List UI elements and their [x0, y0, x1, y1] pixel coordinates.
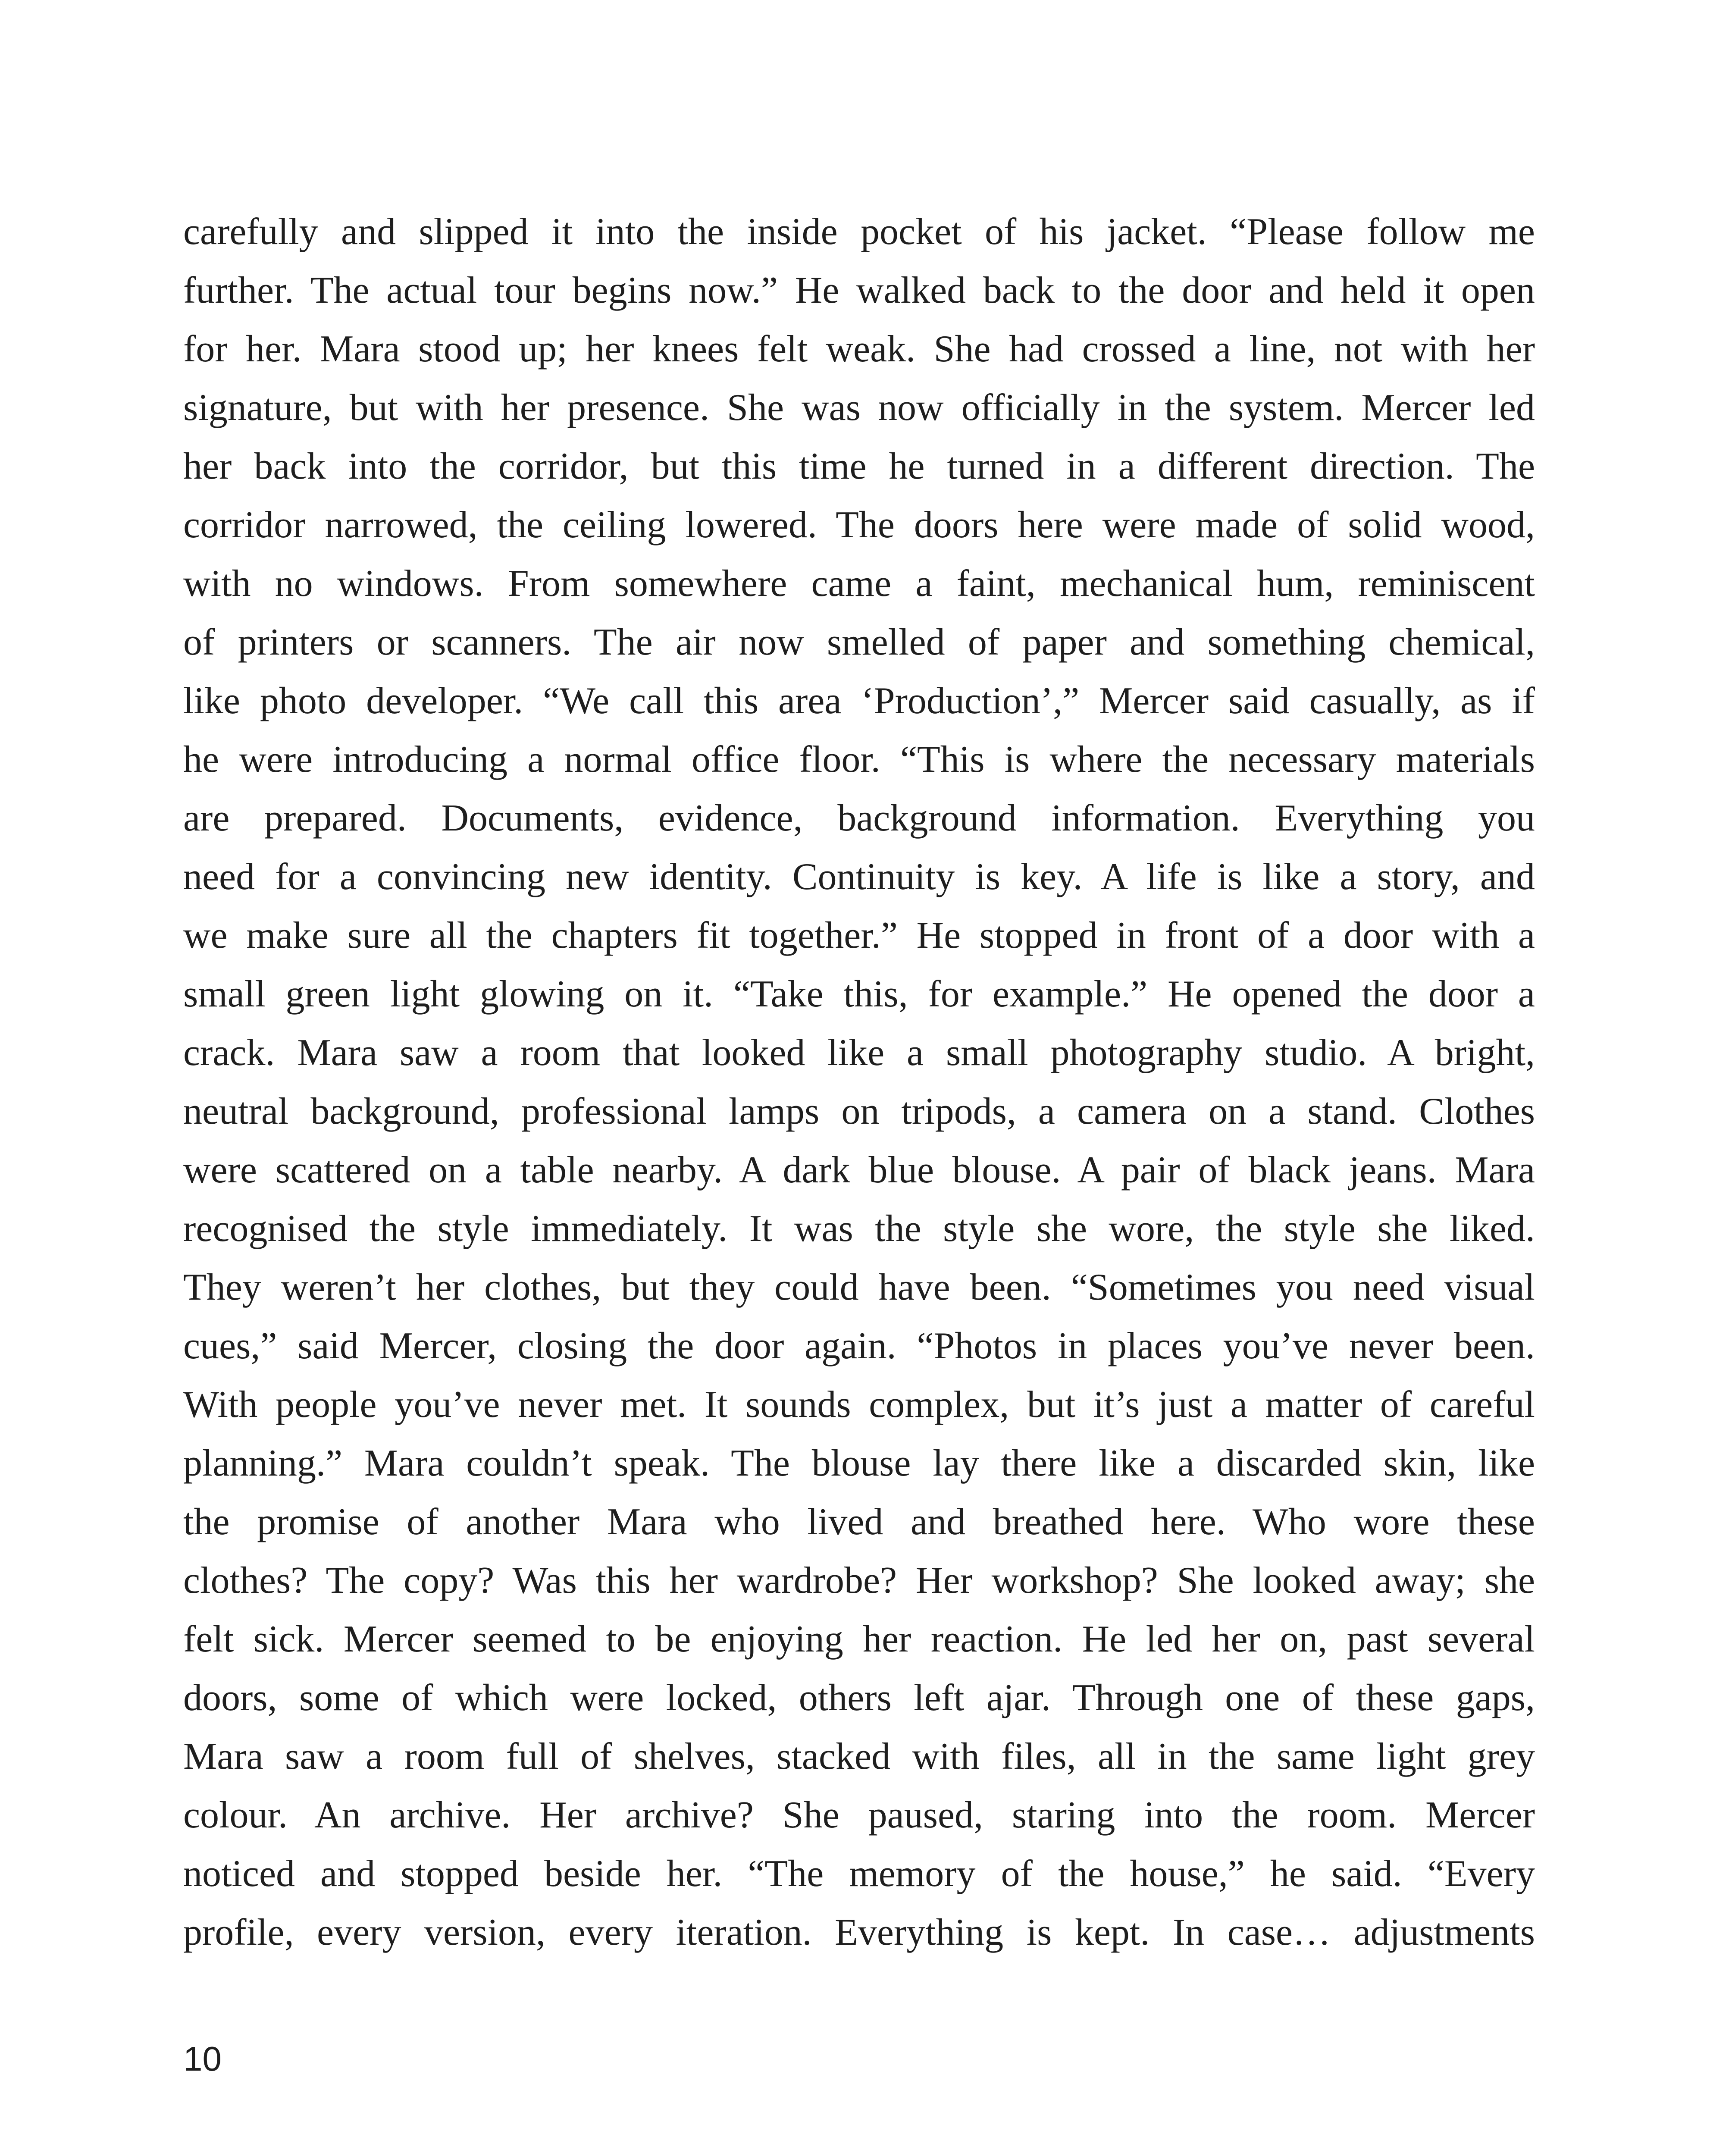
text-line: profile, every version, every iteration. Everything is kept. In case… adjustments [183, 1912, 1535, 1953]
text-line: doors, some of which were locked, others left ajar. Through one of these gaps, [183, 1677, 1535, 1719]
text-line: colour. An archive. Her archive? She paused, staring into the room. Mercer [183, 1794, 1535, 1836]
text-line: small green light glowing on it. “Take this, for example.” He opened the door a [183, 973, 1535, 1015]
text-line: her back into the corridor, but this time he turned in a different direction. The [183, 445, 1535, 487]
text-line: Mara saw a room full of shelves, stacked with files, all in the same light grey [183, 1736, 1535, 1777]
text-line: we make sure all the chapters fit together.” He stopped in front of a door with a [183, 915, 1535, 956]
text-line: corridor narrowed, the ceiling lowered. The doors here were made of solid wood, [183, 504, 1535, 546]
text-line: for her. Mara stood up; her knees felt weak. She had crossed a line, not with her [183, 328, 1535, 370]
text-line: neutral background, professional lamps on tripods, a camera on a stand. Clothes [183, 1091, 1535, 1132]
text-line: recognised the style immediately. It was the style she wore, the style she liked. [183, 1208, 1535, 1250]
text-line: of printers or scanners. The air now smelled of paper and something chemical, [183, 621, 1535, 663]
text-line: were scattered on a table nearby. A dark blue blouse. A pair of black jeans. Mara [183, 1149, 1535, 1191]
text-line: carefully and slipped it into the inside pocket of his jacket. “Please follow me [183, 211, 1535, 253]
text-line: They weren’t her clothes, but they could have been. “Sometimes you need visual [183, 1266, 1535, 1308]
text-line: crack. Mara saw a room that looked like a small photography studio. A bright, [183, 1032, 1535, 1074]
body-text [183, 203, 1535, 1962]
text-line: need for a convincing new identity. Continuity is key. A life is like a story, and [183, 856, 1535, 898]
text-line: the promise of another Mara who lived and breathed here. Who wore these [183, 1501, 1535, 1543]
text-line: like photo developer. “We call this area ‘Production’,” Mercer said casually, as if [183, 680, 1535, 722]
text-line: with no windows. From somewhere came a faint, mechanical hum, reminiscent [183, 563, 1535, 605]
text-line: further. The actual tour begins now.” He walked back to the door and held it open [183, 270, 1535, 311]
text-line: planning.” Mara couldn’t speak. The blouse lay there like a discarded skin, like [183, 1442, 1535, 1484]
text-line: signature, but with her presence. She was now officially in the system. Mercer led [183, 387, 1535, 429]
text-line: noticed and stopped beside her. “The memory of the house,” he said. “Every [183, 1853, 1535, 1895]
text-line: felt sick. Mercer seemed to be enjoying her reaction. He led her on, past several [183, 1618, 1535, 1660]
text-line: With people you’ve never met. It sounds complex, but it’s just a matter of careful [183, 1384, 1535, 1426]
text-line: cues,” said Mercer, closing the door again. “Photos in places you’ve never been. [183, 1325, 1535, 1367]
text-line: are prepared. Documents, evidence, background information. Everything you [183, 797, 1535, 839]
text-line: clothes? The copy? Was this her wardrobe? Her workshop? She looked away; she [183, 1560, 1535, 1601]
page-number: 10 [183, 2040, 222, 2078]
text-line: he were introducing a normal office floor. “This is where the necessary materials [183, 739, 1535, 780]
